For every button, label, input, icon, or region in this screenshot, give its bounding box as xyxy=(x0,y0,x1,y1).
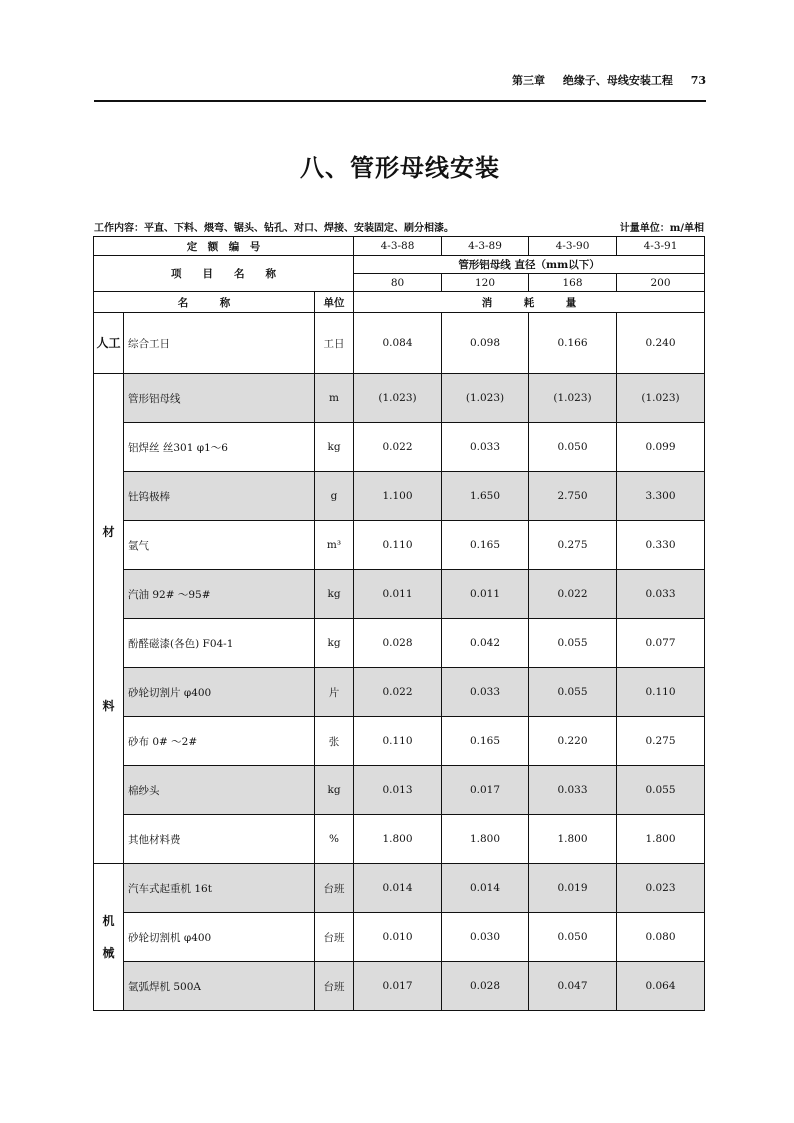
item-value: 0.165 xyxy=(442,521,529,570)
item-unit: kg xyxy=(315,570,354,619)
table-row xyxy=(94,766,705,815)
group-label: 管形铝母线 直径（mm以下） xyxy=(354,256,705,274)
item-name: 砂轮切割机 φ400 xyxy=(124,913,315,962)
item-value: 0.014 xyxy=(442,864,529,913)
item-value: 0.030 xyxy=(442,913,529,962)
diameter-value: 80 xyxy=(354,274,442,292)
item-value: (1.023) xyxy=(354,374,442,423)
item-value: 0.047 xyxy=(529,962,617,1011)
item-value: 0.077 xyxy=(617,619,705,668)
item-value: 0.042 xyxy=(442,619,529,668)
item-unit: 台班 xyxy=(315,962,354,1011)
item-unit: m³ xyxy=(315,521,354,570)
table-row xyxy=(94,472,705,521)
item-value: 0.028 xyxy=(442,962,529,1011)
item-name: 砂布 0# ～2# xyxy=(124,717,315,766)
page-title: 八、管形母线安装 xyxy=(300,154,500,182)
item-name: 综合工日 xyxy=(124,313,315,374)
item-name: 汽车式起重机 16t xyxy=(124,864,315,913)
table-row xyxy=(94,423,705,472)
page-number: 73 xyxy=(690,74,706,87)
item-value: 0.220 xyxy=(529,717,617,766)
item-value: 0.023 xyxy=(617,864,705,913)
item-name: 管形铝母线 xyxy=(124,374,315,423)
item-unit: kg xyxy=(315,619,354,668)
item-unit: 张 xyxy=(315,717,354,766)
item-name: 氩弧焊机 500A xyxy=(124,962,315,1011)
item-value: 3.300 xyxy=(617,472,705,521)
item-value: (1.023) xyxy=(529,374,617,423)
diameter-value: 120 xyxy=(442,274,529,292)
item-value: 0.110 xyxy=(617,668,705,717)
item-unit: % xyxy=(315,815,354,864)
quota-code: 4-3-88 xyxy=(354,237,442,256)
table-row xyxy=(94,313,705,374)
unit-label: 计量单位：m/单相 xyxy=(619,223,704,234)
unit-column-header: 单位 xyxy=(315,292,354,313)
item-value: 0.050 xyxy=(529,423,617,472)
item-value: 0.098 xyxy=(442,313,529,374)
item-value: 0.055 xyxy=(529,619,617,668)
table-row xyxy=(94,570,705,619)
item-name: 其他材料费 xyxy=(124,815,315,864)
quota-code: 4-3-89 xyxy=(442,237,529,256)
item-value: 0.330 xyxy=(617,521,705,570)
item-value: 1.800 xyxy=(354,815,442,864)
item-unit: 片 xyxy=(315,668,354,717)
item-value: 0.275 xyxy=(529,521,617,570)
item-value: 0.240 xyxy=(617,313,705,374)
item-value: 0.022 xyxy=(529,570,617,619)
item-value: 2.750 xyxy=(529,472,617,521)
item-unit: 台班 xyxy=(315,864,354,913)
category-machinery-bottom: 械 xyxy=(102,946,115,960)
item-name-label: 项 目 名 称 xyxy=(94,256,354,292)
category-machinery-top: 机 xyxy=(102,914,115,928)
item-value: (1.023) xyxy=(617,374,705,423)
item-value: 0.019 xyxy=(529,864,617,913)
item-value: 1.800 xyxy=(617,815,705,864)
item-unit: kg xyxy=(315,423,354,472)
item-value: 0.110 xyxy=(354,521,442,570)
table-row xyxy=(94,717,705,766)
category-materials-top: 材 xyxy=(102,524,115,539)
item-value: 0.099 xyxy=(617,423,705,472)
category-labor: 人工 xyxy=(94,313,124,374)
table-row xyxy=(94,521,705,570)
quota-table xyxy=(93,236,705,1011)
table-row xyxy=(94,619,705,668)
chapter-label: 第三章 xyxy=(512,74,545,87)
item-value: 0.014 xyxy=(354,864,442,913)
item-value: 0.033 xyxy=(442,423,529,472)
item-value: 0.050 xyxy=(529,913,617,962)
item-value: 0.028 xyxy=(354,619,442,668)
group-header-row xyxy=(94,256,705,274)
item-unit: kg xyxy=(315,766,354,815)
diameter-value: 168 xyxy=(529,274,617,292)
diameter-value: 200 xyxy=(617,274,705,292)
quota-code: 4-3-90 xyxy=(529,237,617,256)
item-name: 钍钨极棒 xyxy=(124,472,315,521)
item-value: 0.033 xyxy=(617,570,705,619)
item-value: 0.022 xyxy=(354,668,442,717)
table-row xyxy=(94,374,705,423)
quota-code: 4-3-91 xyxy=(617,237,705,256)
consumption-column-header: 消 耗 量 xyxy=(354,292,705,313)
item-value: 0.110 xyxy=(354,717,442,766)
table-row xyxy=(94,815,705,864)
item-value: 0.275 xyxy=(617,717,705,766)
table-row xyxy=(94,864,705,913)
table-row xyxy=(94,962,705,1011)
item-value: 1.650 xyxy=(442,472,529,521)
category-materials-bottom: 料 xyxy=(102,698,115,713)
item-value: 0.017 xyxy=(354,962,442,1011)
column-header-row xyxy=(94,292,705,313)
item-value: 0.055 xyxy=(617,766,705,815)
item-value: 1.100 xyxy=(354,472,442,521)
item-unit: 台班 xyxy=(315,913,354,962)
item-name: 砂轮切割片 φ400 xyxy=(124,668,315,717)
item-value: 0.033 xyxy=(442,668,529,717)
item-value: 1.800 xyxy=(529,815,617,864)
item-unit: g xyxy=(315,472,354,521)
item-name: 酚醛磁漆(各色) F04-1 xyxy=(124,619,315,668)
item-value: 0.033 xyxy=(529,766,617,815)
item-value: 0.010 xyxy=(354,913,442,962)
item-value: 0.084 xyxy=(354,313,442,374)
item-unit: 工日 xyxy=(315,313,354,374)
name-column-header: 名 称 xyxy=(94,292,315,313)
item-value: (1.023) xyxy=(442,374,529,423)
quota-code-row xyxy=(94,237,705,256)
item-value: 0.055 xyxy=(529,668,617,717)
item-value: 0.011 xyxy=(354,570,442,619)
item-value: 0.064 xyxy=(617,962,705,1011)
item-value: 0.165 xyxy=(442,717,529,766)
item-value: 0.011 xyxy=(442,570,529,619)
section-label: 绝缘子、母线安装工程 xyxy=(562,74,673,87)
category-machinery xyxy=(94,864,124,1011)
item-name: 汽油 92# ～95# xyxy=(124,570,315,619)
table-row xyxy=(94,913,705,962)
item-value: 0.080 xyxy=(617,913,705,962)
work-content: 工作内容：平直、下料、煨弯、锯头、钻孔、对口、焊接、安装固定、刷分相漆。 xyxy=(94,223,454,234)
item-name: 铝焊丝 丝301 φ1～6 xyxy=(124,423,315,472)
item-unit: m xyxy=(315,374,354,423)
item-value: 0.166 xyxy=(529,313,617,374)
header-rule xyxy=(94,100,706,102)
item-name: 棉纱头 xyxy=(124,766,315,815)
running-header xyxy=(94,72,706,88)
item-value: 0.022 xyxy=(354,423,442,472)
item-value: 0.017 xyxy=(442,766,529,815)
table-row xyxy=(94,668,705,717)
item-value: 1.800 xyxy=(442,815,529,864)
quota-label: 定 额 编 号 xyxy=(94,237,354,256)
item-name: 氩气 xyxy=(124,521,315,570)
category-materials xyxy=(94,374,124,864)
item-value: 0.013 xyxy=(354,766,442,815)
